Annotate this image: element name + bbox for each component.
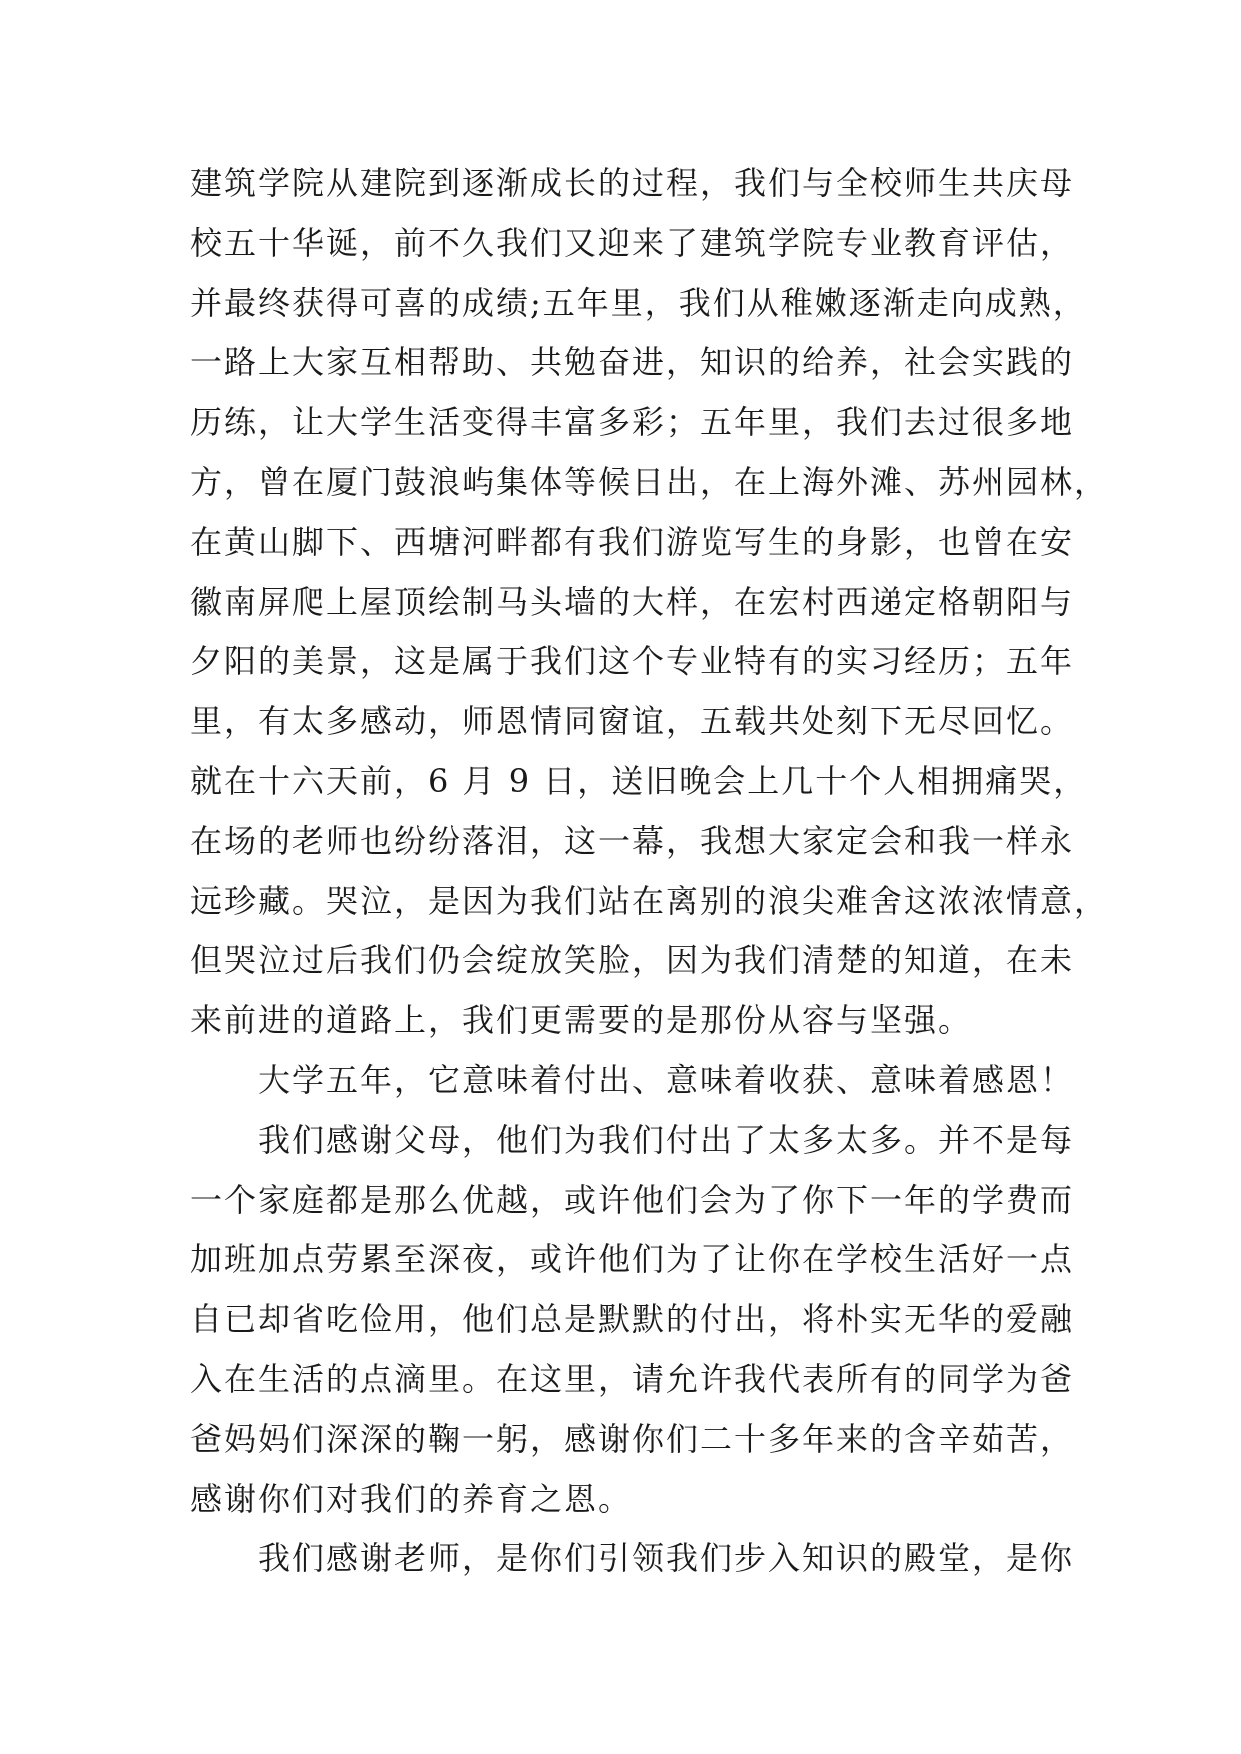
text-line: 爸妈妈们深深的鞠一躬，感谢你们二十多年来的含辛茹苦， — [190, 1419, 1075, 1458]
text-line: 在场的老师也纷纷落泪，这一幕，我想大家定会和我一样永 — [190, 821, 1075, 860]
text-line: 我们感谢父母，他们为我们付出了太多太多。并不是每 — [258, 1120, 1075, 1159]
text-line: 大学五年，它意味着付出、意味着收获、意味着感恩！ — [258, 1060, 1075, 1099]
text-line: 来前进的道路上，我们更需要的是那份从容与坚强。 — [190, 1001, 973, 1040]
text-line: 感谢你们对我们的养育之恩。 — [190, 1479, 633, 1518]
text-line: 自已却省吃俭用，他们总是默默的付出，将朴实无华的爱融 — [190, 1300, 1075, 1339]
text-line: 并最终获得可喜的成绩;五年里，我们从稚嫩逐渐走向成熟， — [190, 283, 1087, 322]
text-line: 在黄山脚下、西塘河畔都有我们游览写生的身影，也曾在安 — [190, 522, 1075, 561]
text-line: 我们感谢老师，是你们引领我们步入知识的殿堂，是你 — [258, 1539, 1075, 1578]
text-line: 一个家庭都是那么优越，或许他们会为了你下一年的学费而 — [190, 1180, 1075, 1219]
text-line: 历练，让大学生活变得丰富多彩；五年里，我们去过很多地 — [190, 403, 1075, 442]
text-line: 入在生活的点滴里。在这里，请允许我代表所有的同学为爸 — [190, 1359, 1075, 1398]
text-line: 方，曾在厦门鼓浪屿集体等候日出，在上海外滩、苏州园林， — [190, 462, 1109, 501]
text-line: 徽南屏爬上屋顶绘制马头墙的大样，在宏村西递定格朝阳与 — [190, 582, 1075, 621]
text-line: 就在十六天前，6 月 9 日，送旧晚会上几十个人相拥痛哭， — [190, 761, 1088, 800]
text-line: 夕阳的美景，这是属于我们这个专业特有的实习经历；五年 — [190, 642, 1075, 681]
text-line: 里，有太多感动，师恩情同窗谊，五载共处刻下无尽回忆。 — [190, 702, 1075, 741]
text-line: 但哭泣过后我们仍会绽放笑脸，因为我们清楚的知道，在未 — [190, 941, 1075, 980]
text-line: 校五十华诞，前不久我们又迎来了建筑学院专业教育评估， — [190, 223, 1075, 262]
text-line: 远珍藏。哭泣，是因为我们站在离别的浪尖难舍这浓浓情意， — [190, 881, 1109, 920]
text-line: 建筑学院从建院到逐渐成长的过程，我们与全校师生共庆母 — [190, 164, 1075, 202]
text-line: 加班加点劳累至深夜，或许他们为了让你在学校生活好一点 — [190, 1240, 1075, 1279]
text-line: 一路上大家互相帮助、共勉奋进，知识的给养，社会实践的 — [190, 343, 1075, 382]
document-body — [190, 154, 1109, 1589]
